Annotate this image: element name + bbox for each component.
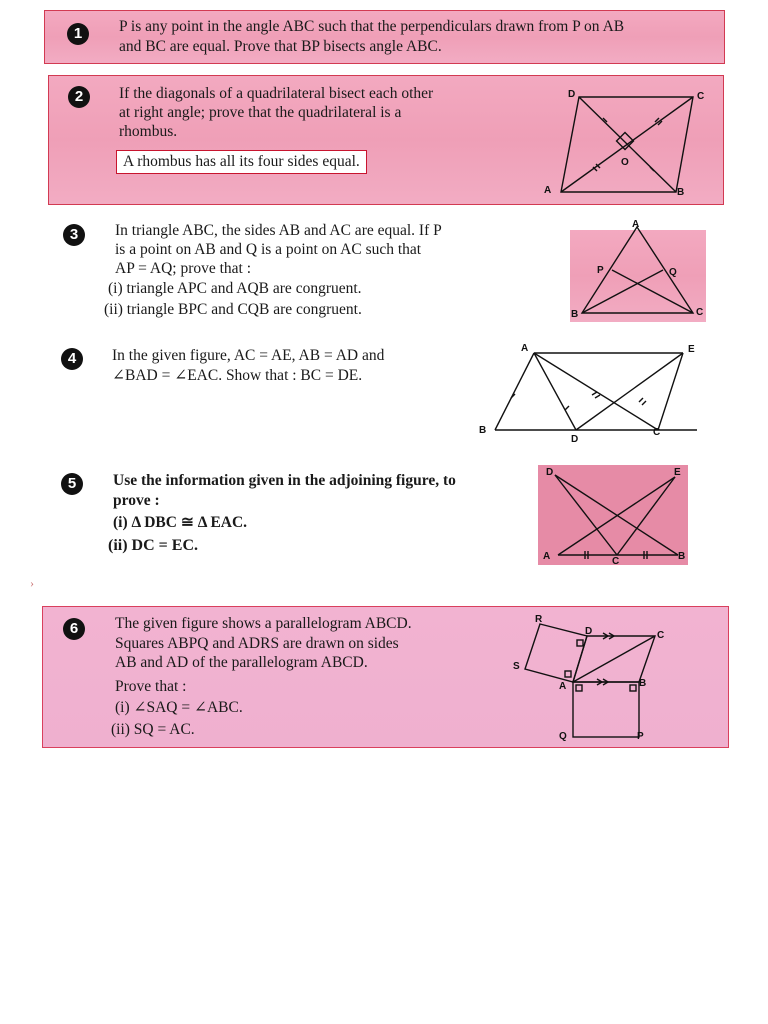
question-2-number: 2 [68, 86, 90, 108]
label-q: Q [669, 267, 677, 278]
label-c: C [653, 427, 661, 438]
label-c: C [612, 556, 620, 565]
label-b: B [571, 309, 579, 320]
question-3-line-4: (i) triangle APC and AQB are congruent. [108, 280, 362, 297]
label-c: C [657, 630, 665, 641]
label-c: C [696, 307, 704, 318]
question-4-number: 4 [61, 348, 83, 370]
question-6-number: 6 [63, 618, 85, 640]
question-5-line-2: prove : [113, 492, 160, 509]
question-5-line-3: (i) Δ DBC ≅ Δ EAC. [113, 514, 248, 531]
label-c: C [697, 91, 705, 102]
question-5-line-1: Use the information given in the adjoining figure, to [113, 472, 456, 489]
label-o: O [621, 157, 629, 168]
label-a: A [544, 185, 552, 196]
question-3-line-3: AP = AQ; prove that : [115, 260, 252, 277]
label-d: D [585, 626, 593, 637]
label-b: B [479, 425, 487, 436]
label-d: D [571, 434, 579, 445]
rhombus-note: A rhombus has all its four sides equal. [116, 150, 367, 174]
label-b: B [678, 551, 686, 562]
label-a: A [559, 681, 567, 692]
question-6-line-6: (ii) SQ = AC. [111, 721, 195, 738]
label-b: B [639, 678, 647, 689]
question-1-line-2: and BC are equal. Prove that BP bisects angle ABC. [119, 38, 442, 55]
question-6-line-2: Squares ABPQ and ADRS are drawn on sides [115, 635, 399, 652]
question-3-number: 3 [63, 224, 85, 246]
label-d: D [568, 89, 576, 100]
question-1-line-1: P is any point in the angle ABC such that the perpendiculars drawn from P on AB [119, 18, 625, 35]
label-e: E [688, 344, 695, 355]
question-5-number: 5 [61, 473, 83, 495]
question-1-number: 1 [67, 23, 89, 45]
figure-parallelogram-squares [505, 612, 690, 742]
label-d: D [546, 467, 554, 478]
label-q: Q [559, 731, 567, 742]
margin-mark: › [30, 576, 34, 590]
question-4-line-2: ∠BAD = ∠EAC. Show that : BC = DE. [112, 367, 363, 384]
label-p: P [637, 731, 644, 742]
label-a: A [521, 343, 529, 354]
question-6-line-1: The given figure shows a parallelogram ABCD. [115, 615, 412, 632]
question-3-line-2: is a point on AB and Q is a point on AC such that [115, 241, 422, 258]
label-p: P [597, 265, 604, 276]
label-e: E [674, 467, 681, 478]
question-2-line-1: If the diagonals of a quadrilateral bisect each other [119, 85, 434, 102]
question-6-line-4: Prove that : [115, 678, 187, 695]
question-3-line-1: In triangle ABC, the sides AB and AC are equal. If P [115, 222, 442, 239]
label-a: A [632, 219, 640, 230]
question-2-line-3: rhombus. [119, 123, 178, 140]
label-s: S [513, 661, 520, 672]
question-6-line-5: (i) ∠SAQ = ∠ABC. [115, 699, 243, 716]
label-a: A [543, 551, 551, 562]
figure-five [538, 465, 688, 565]
label-r: R [535, 614, 543, 625]
question-2-line-2: at right angle; prove that the quadrilateral is a [119, 104, 402, 121]
label-b: B [677, 187, 685, 198]
question-4-line-1: In the given figure, AC = AE, AB = AD and [112, 347, 385, 364]
figure-four [475, 338, 705, 448]
figure-isosceles-triangle [565, 215, 715, 325]
figure-rhombus [535, 85, 710, 200]
question-5-line-4: (ii) DC = EC. [108, 537, 198, 554]
question-3-line-5: (ii) triangle BPC and CQB are congruent. [104, 301, 362, 318]
question-6-line-3: AB and AD of the parallelogram ABCD. [115, 654, 368, 671]
